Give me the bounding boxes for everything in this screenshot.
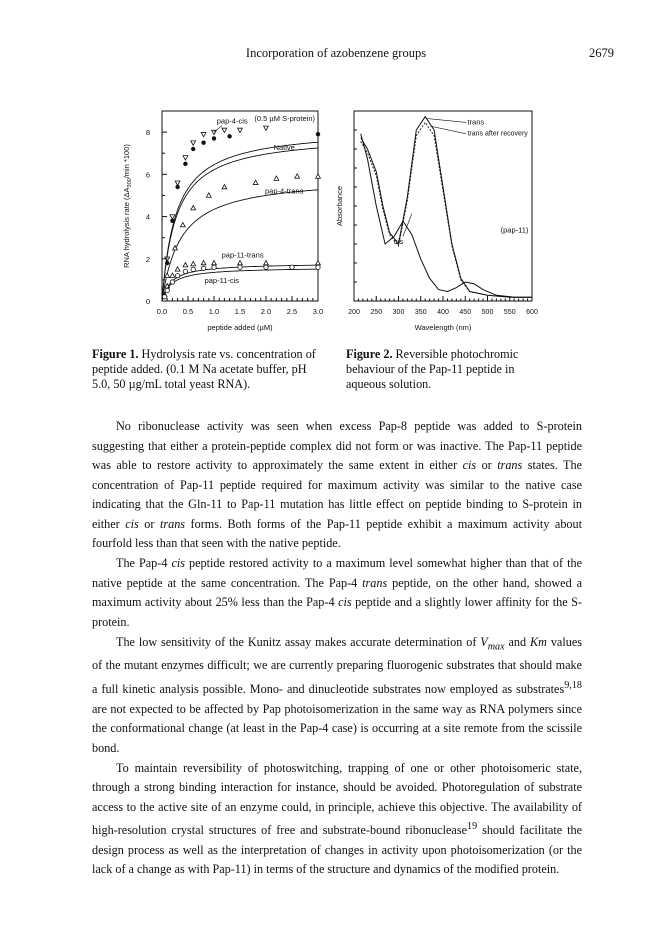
x-tick-label: 250 — [370, 309, 383, 316]
series-label: pap-11-trans — [221, 250, 264, 260]
data-point — [201, 140, 205, 144]
data-point — [238, 260, 243, 264]
fit-curve — [162, 148, 318, 301]
data-point — [212, 136, 216, 140]
data-point — [180, 222, 185, 226]
figure-1-chart — [120, 105, 330, 340]
data-point — [290, 265, 294, 269]
series-label: Native — [273, 143, 295, 153]
data-point — [191, 206, 196, 210]
data-point — [238, 265, 242, 269]
y-axis-label — [122, 144, 133, 268]
x-axis-label: Wavelength (nm) — [414, 323, 472, 332]
y-axis-label-subscript: 300 — [127, 178, 133, 188]
data-point — [222, 128, 227, 132]
data-point — [170, 219, 174, 223]
data-point — [212, 265, 216, 269]
data-point — [264, 265, 268, 269]
data-point — [191, 267, 195, 271]
x-tick-label: 0.0 — [156, 307, 168, 316]
figure-2-caption-text: Reversible photochromic behaviour of the Pap-11 peptide in aqueous solution. — [346, 347, 519, 391]
paragraph-2: The Pap-4 cis peptide restored activity to a maximum level somewhat higher than that of the native peptide at the same concentration. The Pap-4 trans peptide, on the other hand, showed a maximum activity about 25% less than the Pap-4 cis peptide and a slightly lower affinity for the S-protein. — [92, 556, 582, 629]
data-point — [227, 134, 231, 138]
y-tick-label: 0 — [145, 297, 150, 306]
data-point — [191, 147, 195, 151]
data-point — [206, 193, 211, 197]
x-tick-label: 1.0 — [208, 307, 220, 316]
data-point — [238, 128, 243, 132]
y-axis-label-part: RNA hydrolysis rate (ΔA — [122, 187, 131, 268]
data-point — [295, 174, 300, 178]
x-tick-label: 2.0 — [260, 307, 272, 316]
data-point — [201, 132, 206, 136]
data-point — [191, 141, 196, 145]
x-tick-label: 0.5 — [182, 307, 194, 316]
data-point — [264, 260, 269, 264]
label-pap-11: (pap-11) — [500, 225, 529, 235]
spectrum-cis — [361, 134, 532, 297]
figure-1-caption-text: Hydrolysis rate vs. concentration of peptide added. (0.1 M Na acetate buffer, pH 5.0, 50 µg/mL total yeast RNA). — [92, 347, 316, 391]
paragraph-3: The low sensitivity of the Kunitz assay makes accurate determination of $V_{max}$ and Km values of the mutant enzymes difficult; we are currently preparing fluorogenic substrates that should make a full kinetic analysis possible. Mono- and dinucleotide substrates now employed as substrates$^{9,18}$ are not expected to be affected by Pap photoisomerization in the same way as RNA polymers since the conformational change (at least in the Pap-4 case) is occurring at a site remote from the scissile bond. — [92, 634, 582, 755]
x-tick-label: 500 — [481, 309, 494, 316]
series-pap-4-cis — [162, 126, 318, 301]
x-axis-label: peptide added (µM) — [207, 323, 273, 332]
x-tick-label: 1.5 — [234, 307, 246, 316]
figure-1-caption-label: Figure 1. — [92, 347, 139, 361]
label-leader — [431, 126, 467, 134]
data-point — [316, 174, 321, 178]
data-point — [212, 260, 217, 264]
figure-2-caption — [346, 347, 546, 392]
label-leader — [214, 126, 222, 132]
data-point — [183, 269, 187, 273]
data-point — [165, 273, 170, 277]
data-point — [175, 267, 180, 271]
data-point — [183, 263, 188, 267]
x-tick-label: 550 — [503, 309, 516, 316]
data-point — [175, 273, 179, 277]
x-tick-label: 2.5 — [286, 307, 298, 316]
y-axis-label-part: /min *100) — [122, 144, 131, 179]
data-point — [201, 266, 205, 270]
running-head — [0, 46, 672, 66]
data-point — [191, 261, 196, 265]
data-point — [170, 280, 174, 284]
label-trans: trans — [467, 117, 485, 127]
data-point — [170, 215, 175, 219]
body-text — [92, 417, 582, 880]
spectrum-trans — [361, 117, 532, 298]
data-point — [264, 126, 269, 130]
figure-2-chart — [330, 105, 550, 340]
x-tick-label: 3.0 — [312, 307, 324, 316]
y-tick-label: 6 — [145, 170, 150, 180]
figure-2-caption-label: Figure 2. — [346, 347, 393, 361]
y-tick-label: 8 — [145, 128, 150, 138]
series-label: pap-11-cis — [204, 276, 240, 286]
x-tick-label: 300 — [392, 309, 405, 316]
data-point — [175, 181, 180, 185]
data-point — [201, 260, 206, 264]
data-point — [183, 162, 187, 166]
page-number: 2679 — [589, 46, 614, 60]
data-point — [183, 156, 188, 160]
fit-curve — [162, 190, 318, 301]
data-point — [162, 295, 166, 299]
data-point — [222, 184, 227, 188]
figure-1-caption — [92, 347, 327, 392]
y-tick-label: 4 — [145, 212, 150, 222]
conditions-annotation: (0.5 µM S-protein) — [254, 114, 315, 123]
x-tick-label: 200 — [348, 309, 360, 316]
paragraph-1: No ribonuclease activity was seen when excess Pap-8 peptide was added to S-protein suggesting that either a protein-peptide complex did not form or was inactive. The Pap-11 peptide was able to restore activity to approximately the same extent in either cis or trans states. The concentration of Pap-11 peptide required for maximum activity was similar to the native case indicating that the Gln-11 to Pap-11 mutation has little effect on peptide binding to S-protein in either cis or trans forms. Both forms of the Pap-11 peptide exhibit a maximum activity about fourfold less than that seen with the native peptide. — [92, 419, 582, 550]
x-tick-label: 350 — [414, 309, 427, 316]
x-tick-label: 400 — [437, 309, 449, 316]
data-point — [316, 260, 321, 264]
label-cis: cis — [393, 237, 404, 246]
y-axis-label: Absorbance — [335, 185, 344, 227]
data-point — [165, 261, 169, 265]
x-tick-label: 450 — [459, 309, 472, 316]
data-point — [274, 176, 279, 180]
data-point — [253, 180, 258, 184]
paragraph-4: To maintain reversibility of photoswitching, trapping of one or other photoisomeric state, through a strong binding interaction for instance, should be avoided. Photoregulation of substrate access to the active site of an enzyme could, in principle, achieve this objective. The availability of high-resolution crystal structures of free and substrate-bound ribonuclease$^{19}$ should facilitate the design process as well as the interpretation of changes in activity upon photoisomerization (or the lack of a change as with Pap-11) in terms of the structure and dynamics of the modified protein. — [92, 760, 582, 877]
data-point — [170, 273, 175, 277]
x-tick-label: 600 — [526, 309, 538, 316]
data-point — [165, 288, 169, 292]
y-tick-label: 2 — [145, 254, 150, 264]
data-point — [316, 132, 320, 136]
running-title: Incorporation of azobenzene groups — [245, 46, 427, 60]
series-label: pap-4-cis — [216, 116, 248, 126]
label-leader — [427, 119, 466, 123]
data-point — [316, 265, 320, 269]
series-label: pap-4-trans — [265, 186, 304, 196]
label-trans-after-recovery: trans after recovery — [467, 130, 528, 138]
series-pap-11-cis — [162, 265, 320, 301]
data-point — [175, 185, 179, 189]
plot-frame — [354, 111, 532, 301]
